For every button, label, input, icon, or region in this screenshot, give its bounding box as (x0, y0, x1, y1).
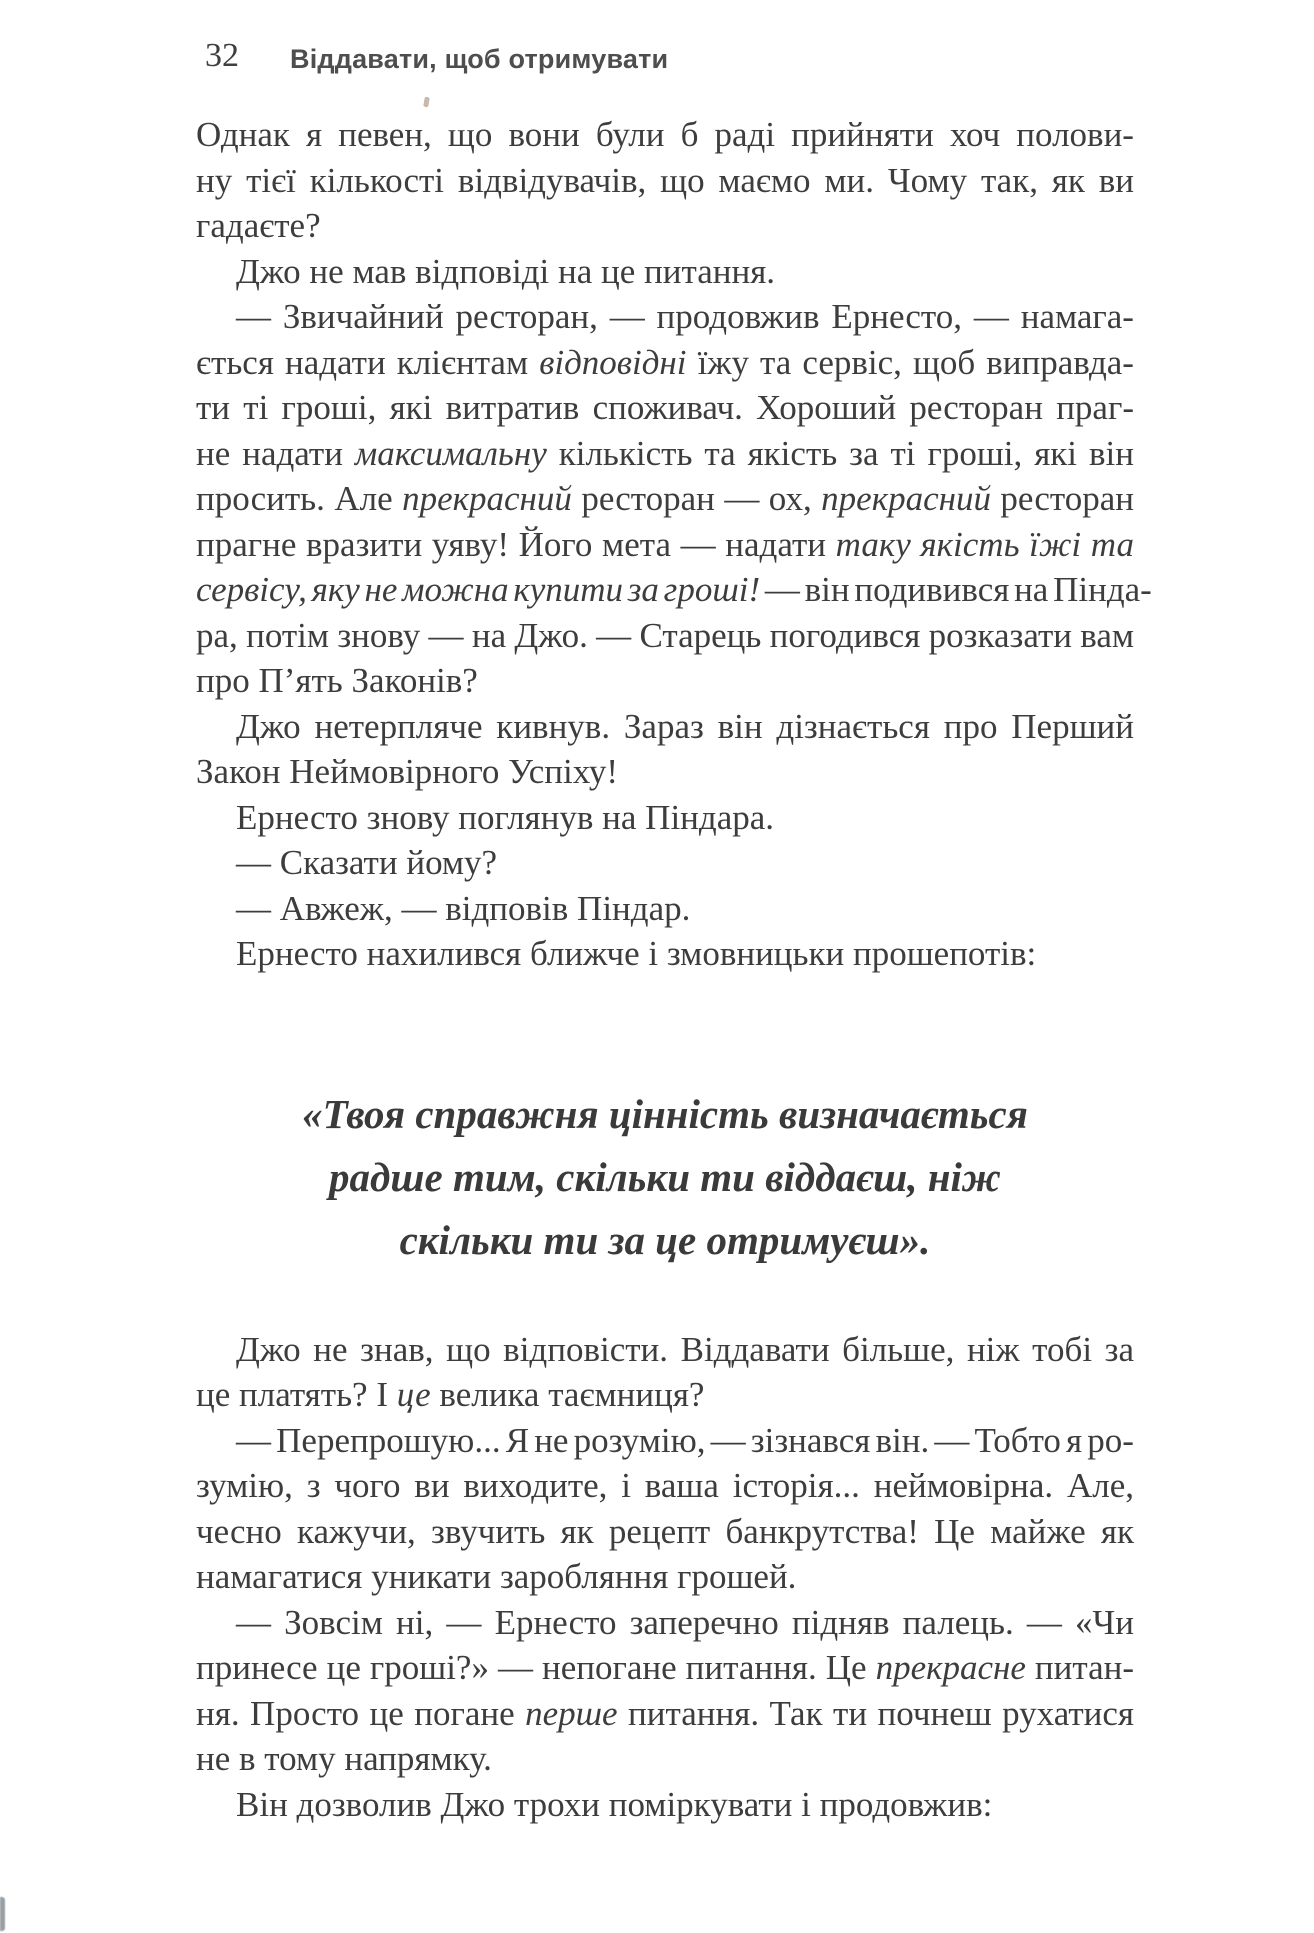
text-run: кількість та якість за ті гроші, які він (546, 433, 1134, 473)
text-run: Джо нетерпляче кивнув. Зараз він дізнається про Перший (236, 706, 1134, 746)
text-run: це платять? І (196, 1375, 397, 1414)
text-line (196, 522, 1134, 568)
text-run: гадаєте? (196, 206, 321, 245)
text-run: велика таємниця? (430, 1375, 705, 1414)
text-line (196, 1509, 1134, 1555)
text-line (196, 249, 775, 295)
text-run: Ернесто нахилився ближче і змовницьки прошепотів: (236, 934, 1037, 973)
text-line (196, 476, 1134, 522)
text-line (196, 158, 1134, 204)
running-title: Віддавати, щоб отримувати (290, 44, 669, 74)
text-run: зумію, з чого ви виходите, і ваша історія... неймовірна. Але, (196, 1466, 1134, 1505)
text-run: питання. Так ти почнеш рухатися (617, 1693, 1135, 1733)
text-run: Він дозволив Джо трохи поміркувати і продовжив: (236, 1784, 993, 1824)
italic-text-run: відповідні (539, 342, 687, 382)
text-line (196, 340, 1134, 386)
quote-line: скільки ти за це отримуєш». (399, 1216, 931, 1263)
text-run: ресторан (990, 479, 1134, 518)
text-line (196, 1736, 492, 1782)
text-line (196, 567, 1152, 613)
italic-text-run: прекрасне (875, 1648, 1026, 1687)
italic-text-run: це (396, 1375, 431, 1414)
text-run: про П’ять Законів? (196, 661, 478, 700)
text-run: ня. Просто це погане (196, 1693, 526, 1733)
text-run: ну тієї кількості відвідувачів, що маємо ми. Чому так, як ви (196, 160, 1135, 200)
page-number: 32 (205, 37, 239, 74)
italic-text-run: таку якість їжі та (835, 524, 1134, 564)
text-run: чесно кажучи, звучить як рецепт банкрутства! Це майже як (196, 1511, 1134, 1551)
text-run: просить. Але (196, 479, 403, 518)
quote-line: радше тим, скільки ти віддаєш, ніж (329, 1153, 1001, 1200)
text-line (196, 1782, 992, 1828)
text-run: — Авжеж, — відповів Піндар. (236, 888, 691, 928)
text-run: Закон Неймовірного Успіху! (196, 752, 619, 791)
italic-text-run: перше (525, 1693, 618, 1733)
italic-text-run: прекрасний (821, 479, 991, 518)
quote-block (196, 1083, 1134, 1272)
italic-text-run: сервісу, яку не можна купити за гроші! (196, 570, 761, 609)
text-block (196, 1327, 1134, 1828)
text-line (196, 886, 690, 932)
text-line (196, 1645, 1134, 1691)
text-line (196, 1327, 1134, 1373)
page-body (196, 112, 1152, 1827)
text-line (196, 1600, 1134, 1646)
text-run: — він подивився на Пінда- (760, 570, 1152, 609)
text-run: прагне вразити уяву! Його мета — надати (196, 524, 836, 564)
text-run: принесе це гроші?» — непогане питання. Це (196, 1648, 876, 1687)
text-run: Ернесто знову поглянув на Піндара. (236, 797, 775, 837)
text-line (196, 1372, 704, 1418)
text-line (196, 795, 774, 841)
text-run: ти ті гроші, які витратив споживач. Хороший ресторан праг- (196, 388, 1134, 427)
italic-text-run: прекрасний (402, 479, 572, 518)
text-block (196, 112, 1152, 977)
text-run: питан- (1025, 1648, 1135, 1687)
text-run: намагатися уникати заробляння грошей. (196, 1557, 797, 1596)
text-run: ра, потім знову — на Джо. — Старець погодився розказати вам (196, 615, 1135, 655)
text-run: — Перепрошую... Я не розумію, — зізнався він. — Тобто я ро- (236, 1420, 1134, 1460)
quote-line: «Твоя справжня цінність визначається (302, 1090, 1028, 1137)
text-line (196, 1418, 1134, 1464)
text-run: ресторан — ох, (571, 479, 822, 518)
scan-edge-mark (0, 1897, 5, 1931)
text-run: Джо не мав відповіді на це питання. (236, 251, 776, 291)
text-run: Джо не знав, що відповісти. Віддавати більше, ніж тобі за (236, 1329, 1135, 1369)
text-line (196, 294, 1134, 340)
text-run: — Звичайний ресторан, — продовжив Ернесто, — намага- (236, 297, 1134, 336)
text-run: Однак я певен, що вони були б раді прийняти хоч полови- (196, 115, 1134, 154)
italic-text-run: максимальну (354, 433, 547, 473)
text-line (196, 112, 1134, 158)
text-run: їжу та сервіс, щоб виправда- (686, 342, 1134, 382)
text-line (196, 840, 497, 886)
text-run: ється надати клієнтам (196, 342, 540, 382)
text-run: не в тому напрямку. (196, 1739, 492, 1778)
text-line (196, 931, 1036, 977)
text-run: — Сказати йому? (236, 843, 498, 882)
text-line (196, 613, 1134, 659)
scan-smudge (423, 97, 430, 108)
text-line (196, 1691, 1134, 1737)
text-line (196, 385, 1134, 431)
text-run: — Зовсім ні, — Ернесто заперечно підняв палець. — «Чи (236, 1602, 1134, 1642)
text-line (196, 704, 1134, 750)
text-line (196, 431, 1134, 477)
text-line (196, 1554, 796, 1600)
text-run: не надати (196, 433, 355, 473)
text-line (196, 1463, 1134, 1509)
text-line (196, 749, 618, 795)
text-line (196, 658, 478, 704)
text-line (196, 203, 321, 249)
